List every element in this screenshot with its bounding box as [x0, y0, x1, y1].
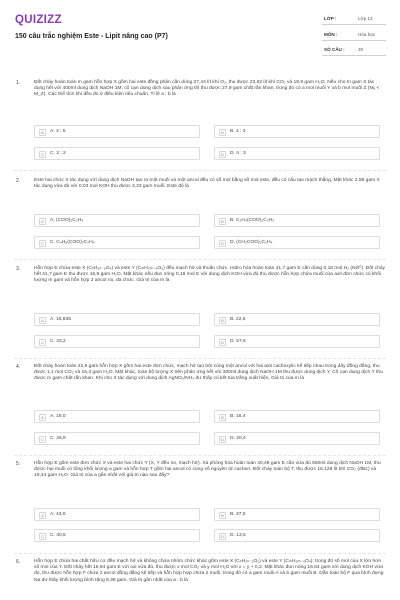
- meta-subject-key: MÔN :: [324, 32, 338, 37]
- option-letter: B: [219, 218, 226, 225]
- option-d[interactable]: [214, 432, 380, 445]
- option-c[interactable]: [34, 335, 200, 348]
- option-a[interactable]: [34, 508, 200, 521]
- question-number: 4.: [16, 364, 21, 370]
- option-letter: D: [219, 339, 226, 346]
- option-d[interactable]: [214, 529, 380, 542]
- option-value: C. C₄H₈(COO)₂C₂H₄: [50, 240, 95, 246]
- option-letter: C: [39, 339, 46, 346]
- meta-divider: [322, 55, 386, 56]
- option-c[interactable]: [34, 147, 200, 160]
- quizizz-logo: QUIZIZZ: [15, 14, 62, 26]
- option-b[interactable]: [214, 125, 380, 138]
- option-letter: A: [39, 129, 46, 136]
- question-number: 6.: [16, 559, 21, 565]
- option-value: B. C₂H₄(COO)₂C₂H₅: [230, 218, 275, 224]
- option-value: B. 18,4: [230, 414, 246, 420]
- option-value: C. 43,2: [50, 339, 66, 345]
- option-letter: D: [219, 436, 226, 443]
- question-text: Este hai chức X tác dụng với dung dịch NaOH tạo ra một muối và một ancol đều có số mol bằng số mol este, đều có cấu tạo mạch thẳng. Mặt khác 2,58 gam X tác dụng vừa đủ với 0,03 mol KOH thu được 3,33 gam muối. Este đó là: [34, 178, 380, 190]
- option-value: A. 19,0: [50, 414, 66, 420]
- option-c[interactable]: [34, 236, 200, 249]
- meta-divider: [322, 40, 386, 41]
- option-value: D. 20,4: [230, 436, 246, 442]
- option-b[interactable]: [214, 410, 380, 423]
- question-text: Hỗn hợp E chứa este X (CₙH₂ₙ₋₆O₄) và este Y (CₘH₂ₘ₋₄O₆) đều mạch hở và thuần chức. Hidro hóa hoàn toàn 41,7 gam E cần dùng 0,18 mol H₂ (Ni/t⁰). Đốt cháy hết 41,7 gam E thu được 18,9 gam H₂O. Mặt khác nếu đun nóng 0,18 mol E với dung dịch KOH vừa đủ thu được hỗn hợp chứa muối của axit đơn chức có khối lượng m gam và hỗn hợp 2 ancol no, đa chức. Giá trị của m là: [34, 266, 385, 284]
- question-divider: [14, 259, 386, 260]
- option-letter: C: [39, 436, 46, 443]
- meta-class-key: LỚP :: [324, 16, 337, 21]
- question-divider: [14, 358, 386, 359]
- question-number: 5.: [16, 461, 21, 467]
- option-value: A. 3 : 5: [50, 129, 66, 135]
- meta-count-value: 20: [358, 47, 364, 52]
- question-number: 2.: [16, 178, 21, 184]
- option-letter: D: [219, 240, 226, 247]
- option-value: D. 4 : 3: [230, 151, 246, 157]
- question-number: 3.: [16, 266, 21, 272]
- option-value: C. 26,9: [50, 436, 66, 442]
- page-header: [0, 0, 400, 66]
- option-value: D. (CH₂COO)₂C₂H₄: [230, 240, 273, 246]
- question-divider: [14, 455, 386, 456]
- option-d[interactable]: [214, 147, 380, 160]
- option-d[interactable]: [214, 236, 380, 249]
- question-divider: [14, 553, 386, 554]
- question-text: Hỗn hợp E gồm este đơn chức X và este hai chức Y (X, Y đều no, mạch hở). Xà phòng hóa hoàn toàn 40,48 gam E cần vừa đủ 560ml dung dịch NaOH 1M, thu được hai muối có tổng khối lượng a gam và hỗn hợp T gồm hai ancol có cùng số nguyên tử cacbon. Đốt cháy toàn bộ T, thu được 16,128 lít khí CO₂ (đktc) và 19,44 gam H₂O. Giá trị của a gần nhất với giá trị nào sau đây?: [34, 461, 381, 479]
- option-value: B. 2 : 3: [230, 129, 246, 135]
- option-letter: A: [39, 317, 46, 324]
- option-letter: C: [39, 533, 46, 540]
- option-a[interactable]: [34, 125, 200, 138]
- question-text: Đốt cháy hoàn toàn m gam hỗn hợp X gồm hai este đồng phân cần dùng 27,44 lít khí O₂, thu được 23,52 lít khí CO₂ và 18,9 gam H₂O. Nếu cho m gam X tác dụng hết với 400ml dung dịch NaOH 1M, cô cạn dung dịch sau phản ứng thì thu được 27,9 gam chất rắn khan, trong đó có a mol muối Y và b mol muối Z (Mᵧ < M_Z). Các thể tích khí đều đo ở điều kiện tiêu chuẩn. Tỉ lệ a : b là: [34, 80, 380, 98]
- option-letter: A: [39, 512, 46, 519]
- option-value: B. 22,5: [230, 317, 246, 323]
- option-b[interactable]: [214, 214, 380, 227]
- meta-class-value: Lớp 12: [358, 16, 373, 21]
- option-letter: C: [39, 240, 46, 247]
- option-value: A. 16,835: [50, 317, 71, 323]
- option-value: A. (COO)₂C₂H₄: [50, 218, 84, 224]
- page-title: 150 câu trắc nghiệm Este - Lipit nâng cao (P7): [15, 33, 168, 40]
- option-letter: B: [219, 317, 226, 324]
- question-number: 1.: [16, 80, 21, 86]
- option-letter: B: [219, 129, 226, 136]
- option-letter: A: [39, 218, 46, 225]
- option-letter: B: [219, 414, 226, 421]
- question-divider: [14, 170, 386, 171]
- option-letter: A: [39, 414, 46, 421]
- option-c[interactable]: [34, 432, 200, 445]
- option-letter: D: [219, 151, 226, 158]
- option-value: B. 37,0: [230, 512, 246, 518]
- option-value: A. 43,0: [50, 512, 66, 518]
- option-b[interactable]: [214, 508, 380, 521]
- option-d[interactable]: [214, 335, 380, 348]
- option-a[interactable]: [34, 313, 200, 326]
- option-value: D. 57,6: [230, 339, 246, 345]
- option-a[interactable]: [34, 214, 200, 227]
- option-letter: C: [39, 151, 46, 158]
- meta-divider: [322, 24, 386, 25]
- meta-count-key: SỐ CÂU :: [324, 47, 345, 52]
- option-value: C. 3 : 2: [50, 151, 66, 157]
- meta-subject-value: Hóa học: [358, 32, 376, 37]
- option-letter: B: [219, 512, 226, 519]
- question-text: Đốt cháy hoàn toàn 22,9 gam hỗn hợp X gồm hai este đơn chức, mạch hở tạo bởi cùng một ancol với hai axit cacboxylic kế tiếp nhau trong dãy đồng đẳng, thu được 1,1 mol CO₂ và 15,3 gam H₂O. Mặt khác, toàn bộ lượng X trên phản ứng hết với 300ml dung dịch NaOH 1M thu được dung dịch Y. Cô cạn dung dịch Y thu được m gam chất rắn khan. Khi cho X tác dụng với dung dịch AgNO₃/NH₃ dư thấy có kết tủa trắng xuất hiện. Giá trị của m là: [34, 364, 383, 382]
- option-value: C. 40,5: [50, 533, 66, 539]
- question-text: Hỗn hợp E chứa hai chất hữu cơ đều mạch hở và không chứa nhóm chức khác gồm este X (CₙH₂ₙ₋₂O₂) và este Y (CₘH₂ₘ₋₄O₄); trong đó số mol của X lớn hơn số mol của Y. Đốt cháy hết 16,64 gam E với oxi vừa đủ, thu được x mol CO₂ và y mol H₂O với x = y + 0,2. Mặt khác đun nóng 16,64 gam với dung dịch KOH vừa đủ, thu được hỗn hợp F chứa 2 ancol đồng đẳng kế tiếp và hỗn hợp hợp chứa 2 muối; trong đó có a gam muối A và b gam muối B. Dẫn toàn bộ F qua bình đựng Na dư thấy khối lượng bình tăng 8,36 gam. Giá trị gần nhất của a : b là: [34, 559, 384, 583]
- option-a[interactable]: [34, 410, 200, 423]
- option-letter: D: [219, 533, 226, 540]
- option-c[interactable]: [34, 529, 200, 542]
- option-b[interactable]: [214, 313, 380, 326]
- option-value: D. 13,5: [230, 533, 246, 539]
